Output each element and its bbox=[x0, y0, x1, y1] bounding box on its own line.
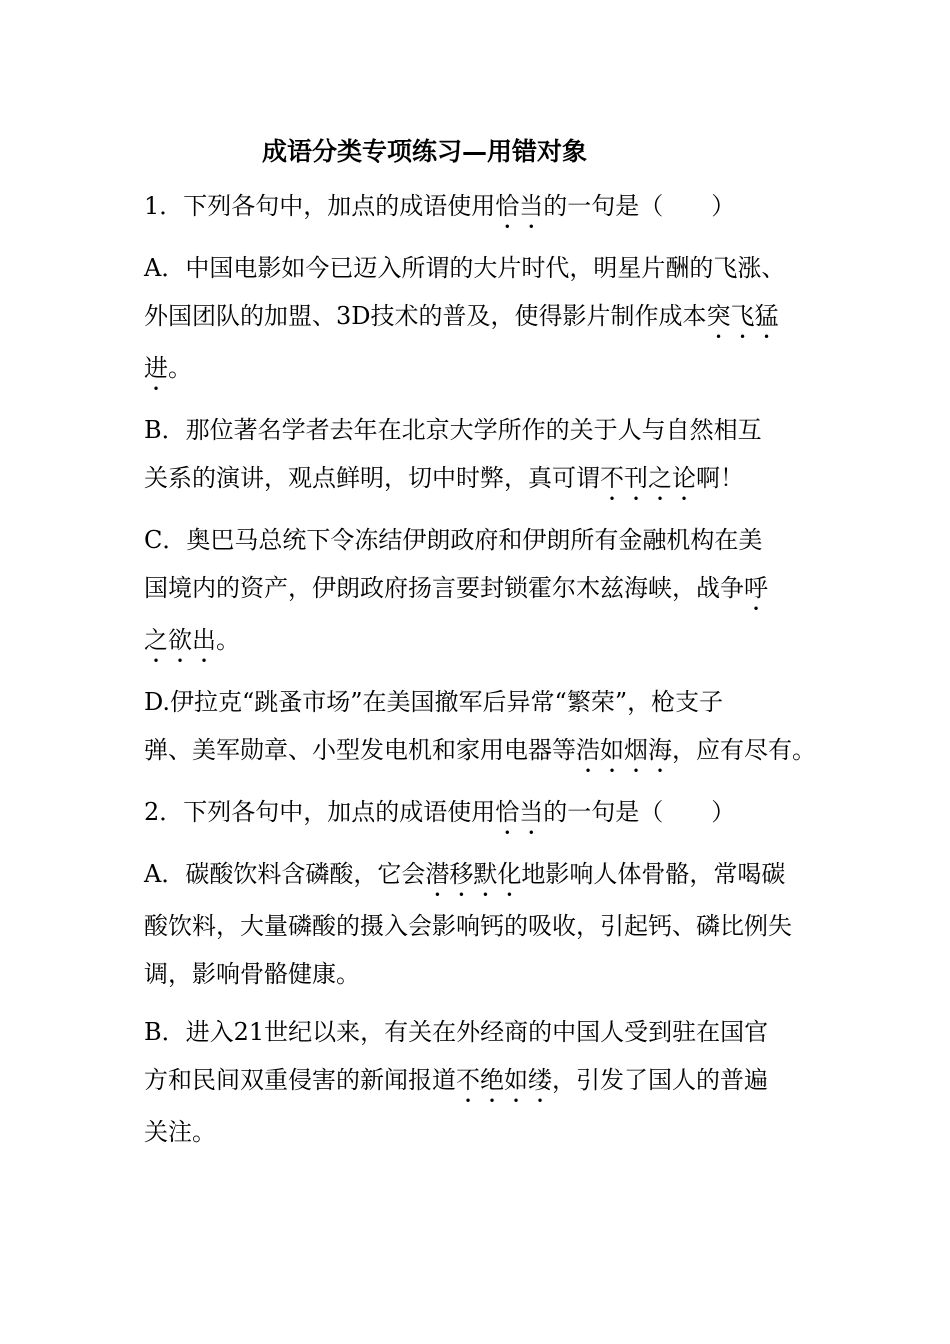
dotted-idiom: 不绝如缕 bbox=[456, 1066, 552, 1094]
dotted-idiom: 不刊之论 bbox=[600, 464, 696, 492]
dotted-idiom: 进 bbox=[144, 354, 168, 382]
option-line: B．那位著名学者去年在北京大学所作的关于人与自然相互 bbox=[144, 416, 762, 444]
dotted-idiom: 潜移默化 bbox=[425, 860, 522, 888]
option-line: 进。 bbox=[144, 354, 192, 382]
dotted-idiom: 之欲出 bbox=[144, 626, 216, 654]
option-line: 关注。 bbox=[144, 1118, 216, 1146]
option-line: 之欲出。 bbox=[144, 626, 240, 654]
dotted-word: 恰当 bbox=[495, 192, 544, 220]
dotted-idiom: 呼 bbox=[744, 574, 768, 602]
option-line: A．碳酸饮料含磷酸，它会潜移默化地影响人体骨骼，常喝碳 bbox=[144, 860, 786, 888]
document-title: 成语分类专项练习—用错对象 bbox=[262, 137, 588, 166]
dotted-idiom: 浩如烟海 bbox=[576, 736, 672, 764]
dotted-idiom: 突飞猛 bbox=[706, 302, 779, 330]
option-b bbox=[144, 1008, 814, 1156]
option-line: 外国团队的加盟、3D技术的普及，使得影片制作成本突飞猛 bbox=[144, 302, 779, 330]
option-line: 关系的演讲，观点鲜明，切中时弊，真可谓不刊之论啊！ bbox=[144, 464, 744, 492]
option-b bbox=[144, 406, 814, 506]
dotted-word: 恰当 bbox=[495, 798, 544, 826]
option-a bbox=[144, 244, 814, 396]
option-line: 调，影响骨骼健康。 bbox=[144, 960, 360, 988]
option-line: D.伊拉克“跳蚤市场”在美国撤军后异常“繁荣”，枪支子 bbox=[144, 688, 724, 716]
option-line: A．中国电影如今已迈入所谓的大片时代，明星片酬的飞涨、 bbox=[144, 254, 786, 282]
option-line: 方和民间双重侵害的新闻报道不绝如缕，引发了国人的普遍 bbox=[144, 1066, 768, 1094]
option-a bbox=[144, 850, 814, 998]
question-stem: 2．下列各句中，加点的成语使用恰当的一句是（ ） bbox=[144, 798, 736, 826]
option-line: C．奥巴马总统下令冻结伊朗政府和伊朗所有金融机构在美 bbox=[144, 526, 763, 554]
option-d bbox=[144, 678, 814, 778]
option-line: 弹、美军勋章、小型发电机和家用电器等浩如烟海，应有尽有。 bbox=[144, 736, 816, 764]
question-2 bbox=[144, 788, 814, 1156]
option-line: 国境内的资产，伊朗政府扬言要封锁霍尔木兹海峡，战争呼 bbox=[144, 574, 768, 602]
document-page bbox=[144, 130, 814, 1156]
option-line: B．进入21世纪以来，有关在外经商的中国人受到驻在国官 bbox=[144, 1018, 769, 1046]
option-c bbox=[144, 516, 814, 668]
question-1 bbox=[144, 182, 814, 788]
question-stem: 1．下列各句中，加点的成语使用恰当的一句是（ ） bbox=[144, 192, 736, 220]
option-line: 酸饮料，大量磷酸的摄入会影响钙的吸收，引起钙、磷比例失 bbox=[144, 912, 792, 940]
